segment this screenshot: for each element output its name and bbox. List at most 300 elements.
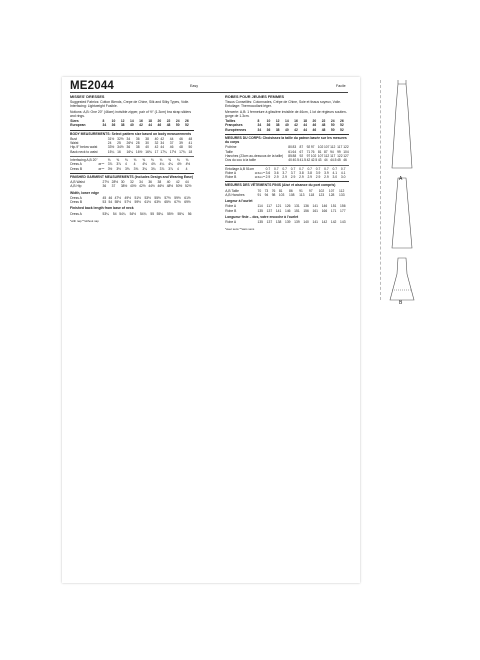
table-cell: 52: [340, 127, 344, 132]
table-cell: 38: [157, 180, 162, 185]
row-label: Hanches (23cm au-dessous de la taille): [225, 153, 284, 158]
table-cell: 99: [337, 149, 341, 154]
table-cell: 34: [126, 136, 131, 141]
table-cell: 0.7: [307, 166, 313, 171]
table-cell: 122: [343, 145, 349, 150]
table-cell: 54¼: [119, 211, 126, 216]
table-cell: 42: [294, 127, 298, 132]
table-cell: 50½: [175, 184, 183, 189]
table-cell: 36: [102, 184, 107, 189]
table-cell: 46: [157, 123, 162, 128]
row-label: Bust: [70, 136, 77, 141]
table-cell: 44: [169, 136, 174, 141]
fr-width-table: [225, 204, 349, 213]
table-cell: 54½: [129, 211, 136, 216]
table-cell: 48: [321, 127, 326, 132]
table-cell: 47½: [114, 195, 121, 200]
table-cell: 4¼: [168, 162, 173, 167]
row-label: Dos du cou à la taille: [225, 158, 256, 163]
table-cell: 28: [135, 141, 140, 146]
table-cell: 8: [257, 119, 260, 124]
en-finished-table: [70, 180, 194, 189]
table-cell: 76: [310, 149, 315, 154]
table-cell: 64: [292, 149, 297, 154]
table-cell: 69½: [184, 200, 191, 205]
row-label: Européennes: [225, 127, 247, 132]
table-cell: 16: [117, 149, 121, 154]
table-cell: 50: [330, 127, 335, 132]
table-cell: 121: [275, 204, 282, 209]
table-cell: 57½: [164, 195, 171, 200]
table-cell: 22: [166, 119, 171, 124]
table-cell: 37: [111, 184, 116, 189]
table-cell: 92: [306, 145, 311, 150]
fr-length-title: Longueur finie – dos, votre encoche à l'ourlet: [225, 214, 299, 219]
table-cell: 26½: [126, 141, 133, 146]
table-row: [70, 212, 194, 216]
table-cell: 36: [266, 127, 271, 132]
table-cell: 18: [188, 149, 193, 154]
table-cell: 94: [264, 192, 269, 197]
table-cell: 4⅛: [142, 162, 147, 167]
en-sizes-table: [70, 119, 194, 128]
table-cell: 14: [285, 119, 289, 124]
table-cell: 138: [275, 220, 282, 225]
table-cell: 0.7: [282, 166, 287, 171]
table-cell: 3⅞: [168, 166, 173, 171]
english-column: [70, 95, 194, 223]
table-cell: 102: [318, 188, 325, 193]
table-cell: 156: [340, 204, 346, 209]
table-cell: 141: [275, 208, 282, 213]
table-cell: 38: [275, 127, 280, 132]
table-cell: 4.1: [332, 170, 338, 175]
table-cell: 48: [321, 123, 326, 128]
table-cell: 91: [299, 188, 303, 193]
table-cell: 20: [312, 119, 317, 124]
view-illustrations: [384, 78, 420, 308]
table-cell: 38½: [120, 184, 128, 189]
table-cell: 24: [175, 119, 180, 124]
en-notions: Notions: A,B: One 20" (46cm) invisible zipper, pair of ½" (1.3cm) bra strap sliders and rings.: [70, 109, 192, 118]
table-cell: 177: [340, 208, 346, 213]
table-cell: 88: [292, 153, 297, 158]
table-cell: 135: [257, 220, 263, 225]
table-cell: 25: [117, 141, 121, 146]
table-cell: 117: [266, 204, 272, 209]
table-cell: 67: [299, 149, 304, 154]
en-length-title: Finished back length from base of neck: [70, 206, 134, 211]
table-cell: 3.7: [290, 170, 296, 175]
table-cell: 34: [160, 141, 165, 146]
table-cell: 3.8: [299, 170, 304, 175]
en-length-table: [70, 212, 194, 216]
table-cell: 4: [176, 166, 179, 171]
table-cell: 43: [317, 158, 322, 163]
table-cell: 46: [108, 195, 113, 200]
table-cell: 15¼: [107, 149, 115, 154]
dress-a-front-icon: [392, 80, 412, 168]
row-label: Entoilage A,B 51cm: [225, 166, 255, 171]
table-cell: 3.7: [282, 170, 287, 175]
table-cell: 44: [303, 123, 308, 128]
en-finished-title: FINISHED GARMENT MEASUREMENTS (Includes Design and Wearing Ease): [70, 174, 193, 179]
table-cell: 141: [312, 220, 319, 225]
row-label: Dress A: [70, 162, 82, 167]
table-cell: 3⅝: [125, 166, 130, 171]
table-cell: 104: [343, 149, 349, 154]
table-cell: 2.9: [290, 175, 296, 180]
table-cell: 0.7: [340, 166, 346, 171]
table-cell: 2.9: [274, 175, 279, 180]
table-cell: ⅜: [150, 158, 154, 162]
table-cell: 4½: [176, 162, 182, 167]
table-cell: 45: [102, 195, 107, 200]
fr-length-table: [225, 220, 349, 224]
table-cell: 118: [308, 192, 315, 197]
table-cell: 44: [323, 158, 328, 163]
table-cell: 97: [310, 145, 315, 150]
table-cell: 42½: [139, 184, 146, 189]
table-cell: 41.5: [299, 158, 306, 163]
table-cell: 42: [139, 123, 143, 128]
table-cell: 2.9: [265, 175, 271, 180]
table-cell: 33½: [107, 145, 115, 150]
row-sub: [93, 184, 103, 188]
table-cell: 16: [139, 119, 143, 124]
fr-title: ROBES POUR JEUNES FEMMES: [225, 95, 285, 99]
table-cell: 44½: [148, 184, 155, 189]
en-body-title: BODY MEASUREMENTS: Select pattern size based on body measurements: [70, 130, 194, 136]
table-cell: 36: [266, 123, 271, 128]
table-cell: 42: [160, 136, 165, 141]
table-cell: 92: [299, 153, 304, 158]
table-cell: 32: [130, 180, 134, 185]
row-sub: 45"**: [98, 162, 105, 167]
table-cell: 48: [166, 123, 171, 128]
table-cell: 137: [266, 220, 273, 225]
dress-b-front-icon: [390, 258, 414, 300]
table-row: [70, 184, 194, 188]
table-cell: 50: [330, 123, 335, 128]
difficulty-fr: Facile: [336, 84, 346, 88]
table-cell: 161: [312, 208, 319, 213]
table-cell: 3½: [107, 166, 113, 171]
table-cell: 40: [166, 180, 171, 185]
table-cell: 38: [145, 136, 149, 141]
table-cell: 55½: [167, 211, 174, 216]
row-label: Dress A: [70, 195, 82, 200]
table-cell: 73: [264, 188, 269, 193]
table-cell: 171: [330, 208, 337, 213]
table-cell: 3.0: [332, 175, 338, 180]
table-cell: 61½: [144, 200, 151, 205]
table-cell: 137: [266, 208, 273, 213]
table-row: [225, 158, 349, 162]
table-cell: 36: [126, 145, 131, 150]
table-cell: 140: [303, 220, 309, 225]
dress-a-back-icon: [392, 178, 412, 248]
table-row: [225, 128, 349, 132]
table-cell: 61½: [184, 195, 191, 200]
table-cell: 45: [337, 158, 341, 163]
table-cell: 76: [271, 188, 276, 193]
table-cell: 42: [175, 180, 180, 185]
table-cell: 65½: [164, 200, 171, 205]
table-cell: 81: [278, 188, 283, 193]
table-cell: 97: [306, 153, 311, 158]
row-label: Taille: [225, 149, 233, 154]
table-cell: 67½: [174, 200, 181, 205]
row-label: Robe A: [225, 220, 237, 225]
table-cell: 17¾: [179, 149, 186, 154]
row-label: Interfacing A,B 20": [70, 158, 98, 162]
table-cell: 86: [288, 188, 293, 193]
row-label: Tailles: [225, 119, 236, 124]
en-footnote: *with nap **without nap: [70, 218, 99, 223]
table-row: [225, 175, 349, 179]
table-cell: 4: [133, 162, 136, 167]
table-cell: 102: [310, 153, 317, 158]
table-cell: 41: [188, 141, 193, 146]
table-cell: 87: [299, 145, 304, 150]
table-cell: 4: [185, 166, 188, 171]
table-cell: 48½: [166, 184, 174, 189]
table-cell: 113: [299, 192, 305, 197]
table-cell: 0.7: [290, 166, 296, 171]
table-cell: 4: [125, 162, 127, 167]
table-cell: 2.9: [324, 175, 329, 180]
table-cell: 102: [317, 145, 324, 150]
table-cell: 24: [107, 141, 112, 146]
table-cell: ⅜: [125, 158, 128, 162]
table-cell: 32½: [117, 136, 124, 141]
table-cell: 40: [154, 136, 159, 141]
table-cell: 54: [108, 200, 113, 205]
table-cell: 38: [275, 123, 280, 128]
en-width-table: [70, 196, 194, 205]
row-label: Dress B: [70, 200, 83, 205]
table-cell: 44: [148, 123, 153, 128]
table-cell: 24: [330, 119, 335, 124]
table-cell: 0.7: [315, 166, 321, 171]
table-cell: 8: [102, 119, 105, 124]
en-body-table: [70, 137, 194, 154]
table-cell: 16½: [135, 149, 143, 154]
table-cell: 139: [285, 220, 291, 225]
table-cell: 143: [340, 220, 346, 225]
view-b-label: B: [399, 300, 403, 306]
table-cell: 31½: [107, 136, 115, 141]
table-cell: 46: [312, 127, 317, 132]
table-row: [70, 200, 194, 204]
table-cell: 3¾: [150, 166, 156, 171]
difficulty-en: Easy: [190, 84, 198, 88]
table-cell: 55¼: [156, 211, 164, 216]
table-cell: 40: [288, 158, 292, 163]
row-label: Robe B: [225, 208, 237, 213]
row-label: Back neck to waist: [70, 149, 98, 154]
table-cell: 37: [169, 141, 174, 146]
table-cell: 26: [340, 119, 344, 124]
table-cell: 112: [330, 145, 336, 150]
table-cell: 3.6: [265, 170, 271, 175]
table-cell: 10: [266, 119, 271, 124]
table-cell: 30: [145, 141, 149, 146]
row-label: Robe A: [225, 170, 237, 175]
row-label: Waist: [70, 141, 79, 146]
table-cell: 53½: [144, 195, 151, 200]
table-cell: 44: [185, 180, 189, 185]
table-cell: 81: [317, 149, 322, 154]
table-cell: 12: [275, 119, 280, 124]
table-cell: 114: [257, 204, 263, 209]
row-sub: [98, 150, 108, 154]
table-cell: 51½: [134, 195, 141, 200]
table-cell: 3.8: [307, 170, 313, 175]
en-fabrics: Suggested Fabrics: Cotton Blends, Crepe de Chine, Silk and Silky Types, Voile. Interfacing: Lightweight Fusible.: [70, 100, 190, 109]
row-sub: [248, 220, 258, 224]
table-cell: 3⅞: [116, 162, 121, 167]
table-cell: ⅜: [133, 158, 137, 162]
fr-finished-table: [225, 189, 349, 198]
table-cell: 142: [321, 220, 328, 225]
fr-fabrics: Tissus Conseillés: Cotonnades, Crêpe de Chine, Soie et tissus soyeux, Voile. Entoilage: Thermocollant léger.: [225, 100, 341, 109]
fr-finished-title: MESURES DES VÊTEMENTS FINIS (Aisé et aisance du port compris): [225, 181, 349, 187]
row-sub: 45"**: [98, 166, 105, 171]
table-cell: 34: [257, 123, 262, 128]
table-cell: 103: [278, 192, 285, 197]
table-cell: 36: [148, 180, 153, 185]
table-cell: 57½: [124, 200, 131, 205]
table-cell: 44.5: [330, 158, 337, 163]
table-cell: 16¾: [145, 149, 152, 154]
table-cell: 34: [139, 180, 143, 185]
table-cell: 46: [312, 123, 317, 128]
table-row: [70, 150, 194, 154]
table-cell: 107: [323, 145, 330, 150]
table-cell: 91: [257, 192, 262, 197]
table-cell: 44: [160, 145, 165, 150]
table-cell: 83: [292, 145, 297, 150]
row-sub: 115cm**: [254, 175, 266, 180]
row-label: A,B Hanches: [225, 192, 245, 197]
table-cell: 17½: [169, 149, 177, 154]
table-cell: 3⅞: [159, 166, 165, 171]
table-row: [225, 193, 349, 197]
row-sub: [248, 193, 258, 197]
table-cell: 0.7: [299, 166, 304, 171]
table-cell: 17¼: [160, 149, 167, 154]
row-label: European: [70, 123, 86, 128]
table-cell: 55½: [114, 200, 121, 205]
table-cell: 54¾: [139, 211, 147, 216]
table-cell: 59½: [134, 200, 141, 205]
table-cell: 3⅞: [107, 162, 113, 167]
table-cell: ⅜: [185, 158, 189, 162]
table-cell: 10: [111, 119, 116, 124]
table-cell: 40.5: [292, 158, 299, 163]
table-cell: 4½: [185, 162, 191, 167]
table-cell: 17: [154, 149, 159, 154]
table-cell: 85: [288, 153, 292, 158]
table-cell: 39: [179, 141, 183, 146]
table-cell: 16: [294, 119, 298, 124]
table-cell: 146: [285, 208, 291, 213]
table-cell: 139: [294, 220, 300, 225]
table-cell: 46½: [157, 184, 164, 189]
table-cell: 4¼: [159, 162, 165, 167]
table-cell: 151: [294, 208, 300, 213]
table-cell: 56: [187, 211, 192, 216]
table-cell: 55½: [154, 195, 161, 200]
table-cell: 3.0: [340, 175, 346, 180]
table-row: [70, 167, 194, 171]
table-cell: 32: [154, 141, 159, 146]
table-cell: 63½: [154, 200, 161, 205]
table-cell: 14: [130, 119, 134, 124]
table-cell: ⅜: [159, 158, 163, 162]
table-cell: 141: [312, 204, 319, 209]
row-label: Robe A: [225, 204, 237, 209]
table-cell: 46: [169, 145, 174, 150]
fr-notions: Mercerie: A,B: 1 fermeture à glissière invisible de 46cm, 1 lot de régleurs soutien-gorge de 1.3cm.: [225, 109, 347, 118]
table-cell: 107: [328, 188, 335, 193]
table-cell: 61: [288, 149, 292, 154]
table-cell: 42: [294, 123, 298, 128]
table-cell: 0.7: [265, 166, 271, 171]
table-cell: 59½: [174, 195, 181, 200]
fr-width-title: Largeur à l'ourlet: [225, 199, 253, 204]
table-cell: 40: [285, 123, 289, 128]
table-cell: 126: [285, 204, 291, 209]
table-cell: 97: [308, 188, 313, 193]
table-cell: 18: [303, 119, 308, 124]
table-cell: 117: [330, 153, 336, 158]
table-cell: 16¼: [126, 149, 133, 154]
table-cell: 2.9: [299, 175, 304, 180]
table-cell: 2.9: [315, 175, 321, 180]
table-cell: ⅜: [116, 158, 120, 162]
table-cell: 2.9: [282, 175, 287, 180]
table-cell: 40: [130, 123, 134, 128]
row-label: Françaises: [225, 123, 243, 128]
table-cell: 107: [317, 153, 324, 158]
table-cell: 133: [339, 192, 345, 197]
table-cell: 122: [337, 153, 343, 158]
table-cell: 34½: [117, 145, 124, 150]
fr-sizes-table: [225, 119, 349, 132]
table-cell: 3.6: [274, 170, 279, 175]
table-cell: 52: [185, 123, 189, 128]
row-label: A,B Hip: [70, 184, 82, 189]
fr-footnote: *avec sens **sans sens: [225, 227, 255, 232]
table-cell: 123: [318, 192, 325, 197]
table-cell: 27½: [102, 180, 109, 185]
table-cell: 80: [288, 145, 292, 150]
table-cell: 55: [150, 211, 155, 216]
table-cell: 131: [294, 204, 300, 209]
pattern-code: ME2044: [70, 80, 115, 92]
table-cell: 18: [148, 119, 153, 124]
table-cell: ⅜: [107, 158, 111, 162]
table-cell: 4⅛: [150, 162, 156, 167]
table-cell: 20: [157, 119, 162, 124]
table-cell: 0.7: [332, 166, 338, 171]
table-cell: 50: [188, 145, 193, 150]
table-cell: 87: [323, 149, 328, 154]
row-label: Hip-9" below waist: [70, 145, 98, 150]
